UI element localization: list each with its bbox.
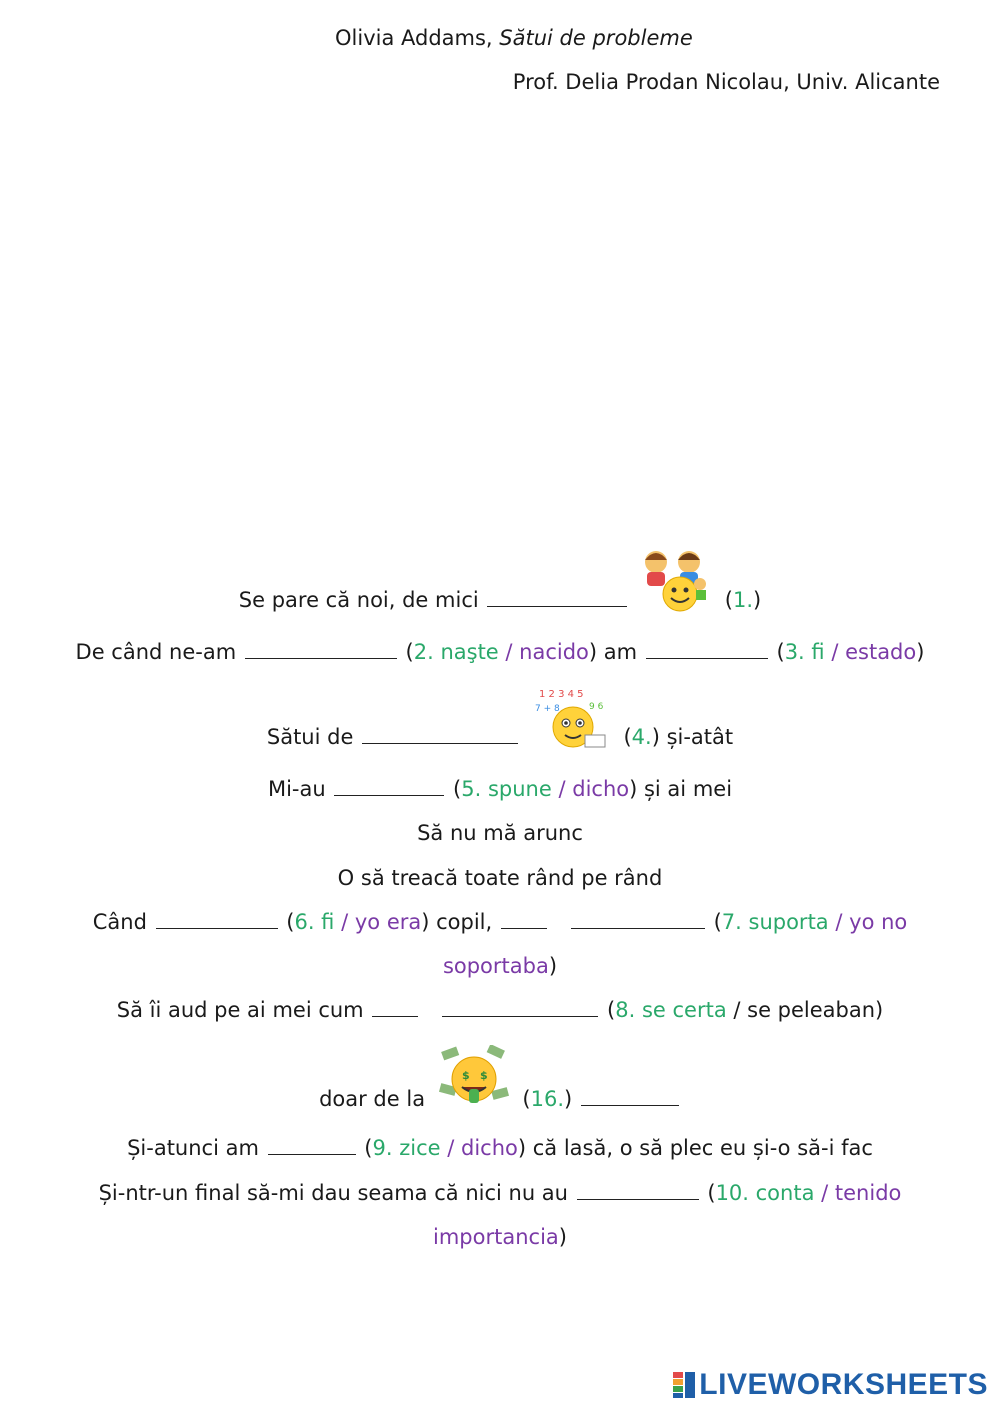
lyric-line-11: Și-ntr-un final să-mi dau seama că nici nu au (10. conta / tenido (98, 1181, 902, 1205)
blank-7a[interactable] (501, 908, 547, 929)
hint-spanish: nacido (519, 640, 589, 664)
blank-8b[interactable] (442, 996, 598, 1017)
numbers-smiley-icon (533, 685, 611, 751)
lyric-text: că lasă, o să plec eu și-o să-i fac (532, 1136, 873, 1160)
hint-spanish: dicho (461, 1136, 518, 1160)
hint-verb: 9. zice (372, 1136, 441, 1160)
lyric-text: și-atât (666, 725, 734, 749)
logo-text: LIVEWORKSHEETS (699, 1368, 988, 1401)
item-number: 4. (631, 725, 652, 749)
hint-spanish: tenido (834, 1181, 902, 1205)
hint-verb: 7. suporta (721, 910, 829, 934)
children-smiley-icon (642, 548, 712, 614)
lyric-text: doar de la (319, 1087, 426, 1111)
lyric-text: De când ne-am (75, 640, 237, 664)
blank-4[interactable] (362, 723, 518, 744)
lyric-line-7: Când (6. fi / yo era) copil, (7. suporta / yo no (92, 910, 908, 934)
money-face-icon (438, 1045, 510, 1113)
hint-spanish: importancia (433, 1225, 559, 1249)
svg-text:$: $ (461, 1069, 470, 1082)
svg-text:7 + 8: 7 + 8 (534, 704, 560, 714)
blank-10[interactable] (577, 1179, 699, 1200)
lyric-line-2: De când ne-am (2. naşte / nacido) am (3. fi / estado) (75, 640, 925, 664)
lyric-line-6 (0, 864, 1000, 892)
lyric-text: Să nu mă arunc (417, 821, 583, 845)
hint-slash: / (835, 910, 843, 934)
blank-3[interactable] (646, 638, 768, 659)
lyric-text: Sătui de (266, 725, 354, 749)
lyric-line-1: Se pare că noi, de mici (1.) (0, 548, 1000, 614)
lyric-text: Să îi aud pe ai mei cum (116, 998, 364, 1022)
hint-verb: 2. naşte (413, 640, 499, 664)
hint-spanish: / se peleaban (733, 998, 876, 1022)
lyric-line-11-continued: importancia) (433, 1225, 567, 1249)
hint-verb: 8. se certa (615, 998, 727, 1022)
blank-16[interactable] (581, 1085, 679, 1106)
svg-text:9 6: 9 6 (588, 702, 604, 712)
hint-slash: / (831, 640, 839, 664)
hint-slash: / (558, 777, 566, 801)
hint-verb: 6. fi (294, 910, 335, 934)
blank-9[interactable] (268, 1134, 356, 1155)
song-credit (335, 26, 693, 50)
hint-slash: / (821, 1181, 829, 1205)
lyric-text: Și-ntr-un final să-mi dau seama că nici nu au (98, 1181, 568, 1205)
lyric-text: am (603, 640, 638, 664)
lyric-line-8: Să îi aud pe ai mei cum (8. se certa / se peleaban) (116, 998, 884, 1022)
hint-spanish: yo no (849, 910, 908, 934)
hint-spanish: dicho (572, 777, 630, 801)
svg-text:1 2 3 4 5: 1 2 3 4 5 (538, 689, 584, 700)
lyric-text: Și-atunci am (127, 1136, 259, 1160)
hint-spanish: estado (845, 640, 917, 664)
lyric-line-5 (0, 819, 1000, 847)
blank-6[interactable] (156, 908, 278, 929)
lyric-line-3: Sătui de 1 2 3 4 5 7 + 8 9 6 (4.) și-atât (0, 685, 1000, 751)
hint-slash: / (341, 910, 349, 934)
blank-8a[interactable] (372, 996, 418, 1017)
svg-text:$: $ (479, 1069, 488, 1082)
author-name: Olivia Addams, (335, 26, 493, 50)
hint-spanish: soportaba (442, 954, 549, 978)
hint-spanish: yo era (354, 910, 422, 934)
liveworksheets-logo[interactable] (673, 1368, 988, 1402)
hint-verb: 5. spune (461, 777, 552, 801)
lyric-text: Când (92, 910, 147, 934)
blank-2[interactable] (245, 638, 397, 659)
lyric-line-4: Mi-au (5. spune / dicho) și ai mei (267, 777, 733, 801)
hint-slash: / (505, 640, 513, 664)
lyric-text: Se pare că noi, de mici (238, 588, 479, 612)
hint-verb: 10. conta (715, 1181, 815, 1205)
hint-verb: 3. fi (784, 640, 825, 664)
blank-7b[interactable] (571, 908, 705, 929)
teacher-credit: Prof. Delia Prodan Nicolau, Univ. Alicante (512, 70, 940, 94)
lyric-text: O să treacă toate rând pe rând (337, 866, 663, 890)
lyric-line-10: Și-atunci am (9. zice / dicho) că lasă, o să plec eu și-o să-i fac (127, 1136, 873, 1160)
blank-5[interactable] (334, 775, 444, 796)
lyric-line-7-continued: soportaba) (442, 954, 558, 978)
item-number: 16. (530, 1087, 565, 1111)
lyric-line-9: doar de la $ $ (16.) (0, 1045, 1000, 1113)
lyric-text: copil, (436, 910, 493, 934)
blank-1[interactable] (487, 586, 627, 607)
logo-mark-icon (673, 1372, 695, 1398)
lyric-text: și ai mei (643, 777, 733, 801)
item-number: 1. (732, 588, 754, 612)
hint-slash: / (447, 1136, 455, 1160)
lyric-text: Mi-au (267, 777, 326, 801)
song-title: Sătui de probleme (499, 26, 693, 50)
